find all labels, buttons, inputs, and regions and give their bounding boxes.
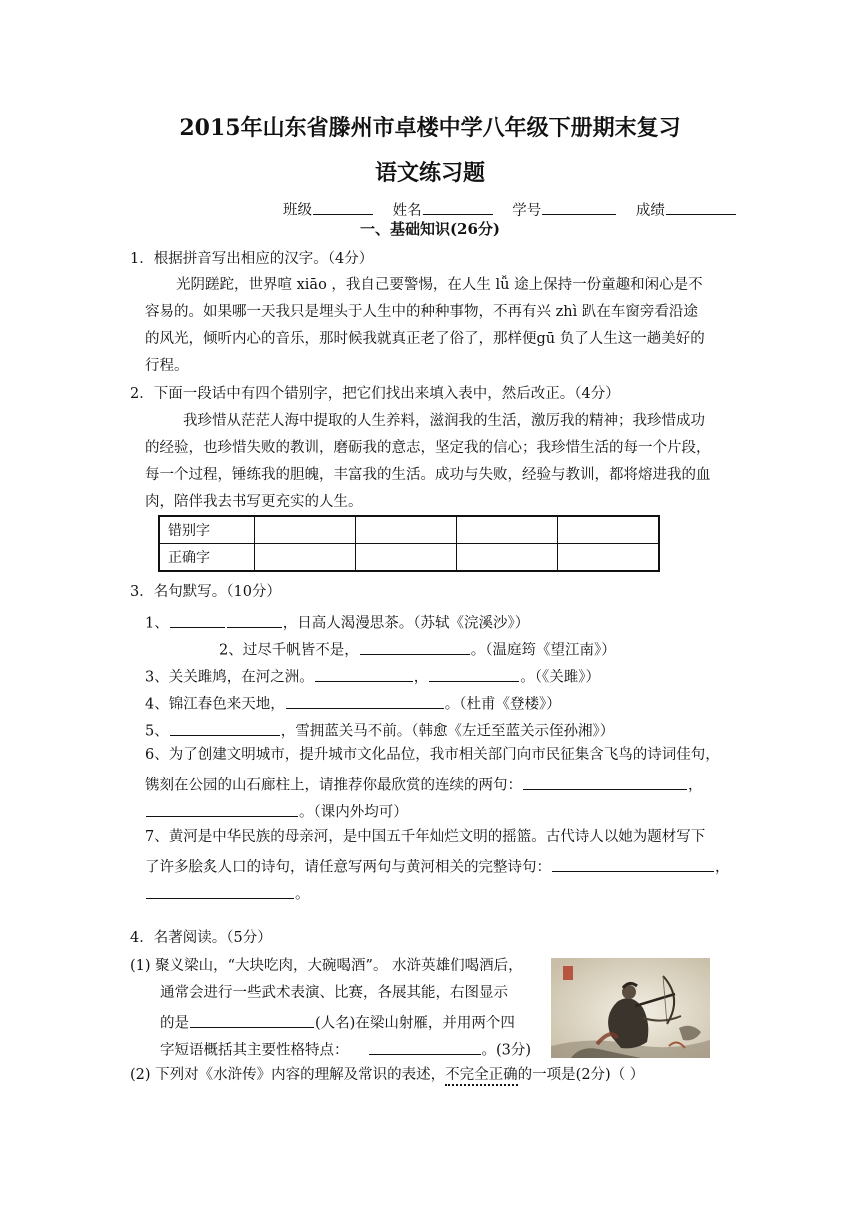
answer-cell[interactable] — [255, 544, 356, 572]
row-header-wrong: 错别字 — [159, 516, 255, 544]
trait-blank[interactable] — [369, 1039, 481, 1055]
line-number: 1、 — [145, 615, 169, 632]
line-text: 3、关关雎鸠，在河之洲。 — [145, 669, 314, 686]
line-text: 2、过尽千帆皆不是， — [219, 642, 359, 659]
id-label: 学号 — [512, 202, 542, 219]
page-subtitle: 语文练习题 — [374, 160, 485, 186]
answer-cell[interactable] — [558, 516, 660, 544]
fill-blank[interactable] — [360, 639, 470, 655]
answer-cell[interactable] — [356, 544, 457, 572]
line-text: 。（温庭筠《望江南》） — [470, 642, 616, 659]
line-text: 。（课内外均可） — [299, 804, 408, 821]
score-blank[interactable] — [666, 199, 736, 215]
q4-sub1-line: (1) 聚义梁山，“大块吃肉，大碗喝酒”。 水浒英雄们喝酒后， — [130, 958, 523, 974]
answer-cell[interactable] — [457, 544, 558, 572]
q2-paragraph-line: 肉，陪伴我去书写更充实的人生。 — [145, 494, 363, 510]
line-text: 4、锦江春色来天地， — [145, 696, 285, 713]
fill-blank[interactable] — [146, 883, 294, 899]
q3-stem: 3．名句默写。（10分） — [130, 584, 281, 600]
q4-sub1-line: 通常会进行一些武术表演、比赛，各展其能，右图显示 — [160, 985, 508, 1001]
q3-line-6b — [145, 774, 703, 795]
q4-stem: 4．名著阅读。（5分） — [130, 930, 272, 946]
page-title: 2015年山东省滕州市卓楼中学八年级下册期末复习 — [179, 115, 681, 141]
q3-line-6: 6、为了创建文明城市，提升城市文化品位，我市相关部门向市民征集含飞鸟的诗词佳句， — [145, 747, 720, 763]
archer-painting — [551, 958, 710, 1058]
section-heading-basics: 一、基础知识(26分) — [359, 220, 501, 238]
q1-paragraph-line: 行程。 — [145, 358, 189, 374]
line-text: 的一项是(2分)（ ） — [517, 1067, 645, 1083]
q2-stem: 2．下面一段话中有四个错别字，把它们找出来填入表中，然后改正。（4分） — [130, 386, 620, 402]
q3-line-5 — [145, 720, 614, 741]
line-text: (2) 下列对《水浒传》内容的理解及常识的表述， — [130, 1067, 446, 1083]
hero-name-blank[interactable] — [190, 1012, 314, 1028]
q1-stem: 1．根据拼音写出相应的汉字。（4分） — [130, 251, 374, 267]
name-blank[interactable] — [423, 199, 493, 215]
q2-paragraph-line: 我珍惜从茫茫人海中提取的人生养料，滋润我的生活，激厉我的精神；我珍惜成功 — [183, 413, 705, 429]
q3-line-7b — [145, 856, 730, 877]
fill-blank[interactable] — [429, 666, 519, 682]
line-text: ， — [688, 777, 703, 794]
line-text: ，雪拥蓝关马不前。（韩愈《左迁至蓝关示侄孙湘》） — [280, 723, 615, 740]
answer-cell[interactable] — [457, 516, 558, 544]
q3-line-6c — [145, 801, 408, 822]
q3-line-7: 7、黄河是中华民族的母亲河，是中国五千年灿烂文明的摇篮。古代诗人以她为题材写下 — [145, 829, 706, 845]
q3-line-1 — [145, 612, 529, 633]
q2-paragraph-line: 的经验，也珍惜失败的教训，磨砺我的意志，坚定我的信心；我珍惜生活的每一个片段， — [145, 440, 711, 456]
q1-paragraph-line: 容易的。如果哪一天我只是埋头于人生中的种种事物，不再有兴 zhì 趴在车窗旁看沿途 — [145, 304, 698, 320]
table-row — [159, 516, 659, 544]
fill-blank[interactable] — [227, 612, 282, 628]
fill-blank[interactable] — [552, 856, 714, 872]
emphasized-text: 不完全正确 — [445, 1067, 518, 1086]
answer-cell[interactable] — [356, 516, 457, 544]
student-info-line — [283, 199, 737, 220]
q3-line-7c — [145, 883, 310, 904]
q3-line-4 — [145, 693, 561, 714]
correction-table — [158, 515, 660, 572]
q3-line-3 — [145, 666, 600, 687]
line-text: 。(3分) — [481, 1042, 532, 1059]
fill-blank[interactable] — [146, 801, 298, 817]
q2-paragraph-line: 每一个过程，锤练我的胆魄，丰富我的生活。成功与失败，经验与教训，都将熔进我的血 — [145, 467, 711, 483]
line-text: 了许多脍炙人口的诗句，请任意写两句与黄河相关的完整诗句： — [145, 859, 551, 876]
line-number: 5、 — [145, 723, 169, 740]
class-blank[interactable] — [313, 199, 373, 215]
name-label: 姓名 — [392, 202, 422, 219]
class-label: 班级 — [283, 202, 312, 219]
line-text: ， — [715, 859, 730, 876]
q3-line-2 — [219, 639, 616, 660]
line-text: (人名)在梁山射雁，并用两个四 — [315, 1015, 515, 1032]
answer-cell[interactable] — [255, 516, 356, 544]
q1-paragraph-line: 光阴蹉跎，世界喧 xiāo ，我自己要警惕，在人生 lǚ 途上保持一份童趣和闲心是不 — [176, 277, 703, 293]
id-blank[interactable] — [542, 199, 616, 215]
line-text: ，日高人渴漫思茶。（苏轼《浣溪沙》） — [282, 615, 530, 632]
line-text: ， — [413, 669, 429, 686]
fill-blank[interactable] — [170, 612, 225, 628]
line-text: 。（杜甫《登楼》） — [444, 696, 561, 713]
line-text: 镌刻在公园的山石廊柱上，请推荐你最欣赏的连续的两句： — [145, 777, 522, 794]
line-text: 的是 — [160, 1015, 189, 1032]
q4-sub1-line — [160, 1012, 515, 1033]
fill-blank[interactable] — [315, 666, 413, 682]
line-text: 字短语概括其主要性格特点： — [160, 1042, 349, 1059]
q4-sub1-line — [160, 1039, 531, 1060]
fill-blank[interactable] — [170, 720, 280, 736]
q4-sub2-line — [130, 1067, 644, 1086]
line-text: 。（《关雎》） — [520, 669, 600, 686]
fill-blank[interactable] — [523, 774, 687, 790]
row-header-correct: 正确字 — [159, 544, 255, 572]
score-label: 成绩 — [635, 202, 665, 219]
table-row — [159, 544, 659, 572]
answer-cell[interactable] — [558, 544, 660, 572]
fill-blank[interactable] — [286, 693, 444, 709]
q1-paragraph-line: 的风光，倾听内心的音乐，那时候我就真正老了俗了，那样便gū 负了人生这一趟美好的 — [145, 331, 705, 347]
line-text: 。 — [295, 886, 310, 903]
